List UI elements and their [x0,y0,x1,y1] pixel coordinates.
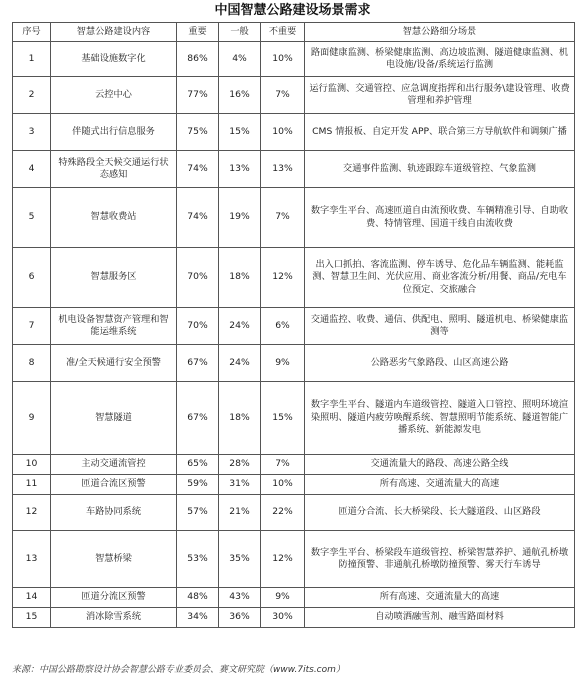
row-important: 48% [177,588,219,608]
row-index: 10 [13,455,51,475]
row-scenes: 数字孪生平台、桥梁段车道级管控、桥梁智慧养护、通航孔桥墩防撞预警、非通航孔桥墩防撞预警、雾天行车诱导 [305,531,575,588]
row-important: 74% [177,151,219,188]
row-general: 24% [219,308,261,345]
row-scenes: 数字孪生平台、高速匝道自由流预收费、车辆精准引导、自助收费、特情管理、国道干线自由流收费 [305,188,575,248]
row-general: 18% [219,382,261,455]
row-unimportant: 30% [261,608,305,628]
row-scenes: CMS 情报板、自定开发 APP、联合第三方导航软件和调频广播 [305,114,575,151]
row-general: 35% [219,531,261,588]
row-important: 70% [177,308,219,345]
row-content: 智慧桥梁 [51,531,177,588]
row-important: 53% [177,531,219,588]
row-content: 匝道分流区预警 [51,588,177,608]
table-row [13,588,575,608]
row-unimportant: 12% [261,531,305,588]
row-content: 车路协同系统 [51,495,177,531]
row-important: 75% [177,114,219,151]
row-unimportant: 12% [261,248,305,308]
row-unimportant: 15% [261,382,305,455]
row-unimportant: 10% [261,114,305,151]
row-unimportant: 10% [261,42,305,77]
table-row [13,345,575,382]
row-index: 15 [13,608,51,628]
row-index: 9 [13,382,51,455]
row-scenes: 交通事件监测、轨迹跟踪车道级管控、气象监测 [305,151,575,188]
row-scenes: 出入口抓拍、客流监测、停车诱导、危化品车辆监测、能耗监测、智慧卫生间、光伏应用、商业客流分析/用餐、商品/充电车位预定、交旅融合 [305,248,575,308]
table-row [13,42,575,77]
row-unimportant: 10% [261,475,305,495]
row-content: 智慧收费站 [51,188,177,248]
row-unimportant: 6% [261,308,305,345]
row-content: 云控中心 [51,77,177,114]
row-index: 4 [13,151,51,188]
table-row [13,114,575,151]
row-important: 77% [177,77,219,114]
row-important: 86% [177,42,219,77]
row-content: 智慧隧道 [51,382,177,455]
source-note: 来源：中国公路勘察设计协会智慧公路专业委员会、赛文研究院（www.7its.com） [12,665,345,675]
row-scenes: 所有高速、交通流量大的高速 [305,588,575,608]
header-scenes: 智慧公路细分场景 [305,23,575,42]
row-scenes: 自动喷洒融雪剂、融雪路面材料 [305,608,575,628]
row-scenes: 匝道分合流、长大桥梁段、长大隧道段、山区路段 [305,495,575,531]
row-scenes: 路面健康监测、桥梁健康监测、高边坡监测、隧道健康监测、机电设施/设备/系统运行监测 [305,42,575,77]
row-unimportant: 9% [261,588,305,608]
row-content: 伴随式出行信息服务 [51,114,177,151]
row-content: 特殊路段全天候交通运行状态感知 [51,151,177,188]
row-index: 6 [13,248,51,308]
row-index: 3 [13,114,51,151]
row-content: 主动交通流管控 [51,455,177,475]
row-general: 28% [219,455,261,475]
row-general: 43% [219,588,261,608]
row-index: 7 [13,308,51,345]
row-general: 31% [219,475,261,495]
header-general: 一般 [219,23,261,42]
table-row [13,248,575,308]
row-general: 15% [219,114,261,151]
row-general: 18% [219,248,261,308]
scenario-table [12,22,575,628]
row-content: 准/全天候通行安全预警 [51,345,177,382]
row-important: 74% [177,188,219,248]
row-index: 12 [13,495,51,531]
row-scenes: 公路恶劣气象路段、山区高速公路 [305,345,575,382]
row-general: 16% [219,77,261,114]
row-content: 机电设备智慧资产管理和智能运维系统 [51,308,177,345]
row-content: 基础设施数字化 [51,42,177,77]
row-index: 13 [13,531,51,588]
header-content: 智慧公路建设内容 [51,23,177,42]
row-general: 13% [219,151,261,188]
table-header-row [13,23,575,42]
row-scenes: 交通流量大的路段、高速公路全线 [305,455,575,475]
page-title: 中国智慧公路建设场景需求 [214,3,371,18]
row-unimportant: 22% [261,495,305,531]
row-general: 21% [219,495,261,531]
table-row [13,475,575,495]
table-row [13,308,575,345]
header-unimportant: 不重要 [261,23,305,42]
row-important: 67% [177,382,219,455]
header-index: 序号 [13,23,51,42]
table-row [13,455,575,475]
row-important: 57% [177,495,219,531]
row-content: 消冰除雪系统 [51,608,177,628]
row-content: 匝道合流区预警 [51,475,177,495]
row-important: 59% [177,475,219,495]
row-scenes: 所有高速、交通流量大的高速 [305,475,575,495]
row-unimportant: 9% [261,345,305,382]
row-important: 67% [177,345,219,382]
row-unimportant: 7% [261,188,305,248]
row-important: 34% [177,608,219,628]
row-unimportant: 7% [261,77,305,114]
row-scenes: 数字孪生平台、隧道内车道级管控、隧道入口管控、照明环境渲染照明、隧道内疲劳唤醒系统、智慧照明节能系统、隧道智能广播系统、新能源发电 [305,382,575,455]
row-scenes: 运行监测、交通管控、应急调度指挥和出行服务\建设管理、收费管理和养护管理 [305,77,575,114]
table-row [13,151,575,188]
table-row [13,382,575,455]
table-row [13,188,575,248]
table-row [13,77,575,114]
row-index: 8 [13,345,51,382]
row-index: 11 [13,475,51,495]
row-general: 19% [219,188,261,248]
row-general: 4% [219,42,261,77]
header-important: 重要 [177,23,219,42]
row-important: 65% [177,455,219,475]
table-row [13,531,575,588]
row-content: 智慧服务区 [51,248,177,308]
row-index: 2 [13,77,51,114]
table-row [13,608,575,628]
row-scenes: 交通监控、收费、通信、供配电、照明、隧道机电、桥梁健康监测等 [305,308,575,345]
row-important: 70% [177,248,219,308]
row-index: 14 [13,588,51,608]
row-general: 24% [219,345,261,382]
row-index: 1 [13,42,51,77]
table-row [13,495,575,531]
row-index: 5 [13,188,51,248]
row-unimportant: 7% [261,455,305,475]
row-general: 36% [219,608,261,628]
row-unimportant: 13% [261,151,305,188]
